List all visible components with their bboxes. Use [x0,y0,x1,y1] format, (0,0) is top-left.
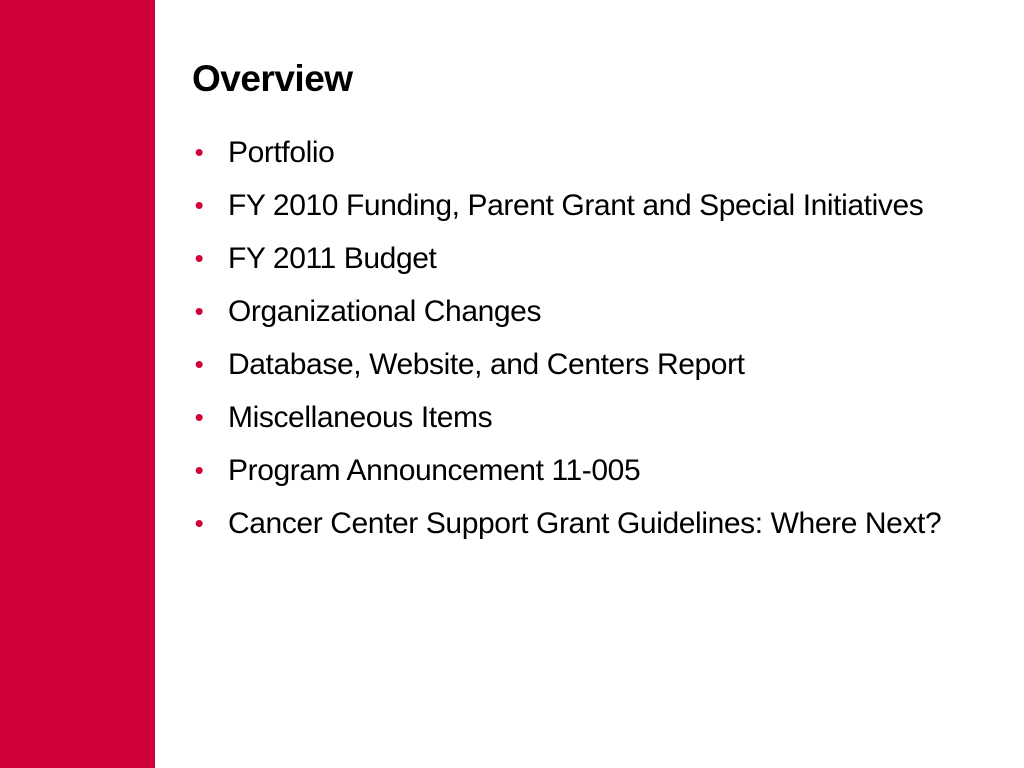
bullet-icon: • [194,402,204,432]
bullet-icon: • [194,243,204,273]
accent-side-band [0,0,155,768]
bullet-text: FY 2011 Budget [228,242,437,275]
bullet-icon: • [194,137,204,167]
bullet-item [192,232,992,285]
bullet-icon: • [194,296,204,326]
bullet-text: Organizational Changes [228,295,542,328]
bullet-text: Database, Website, and Centers Report [228,348,745,381]
bullet-item [192,444,992,497]
bullet-icon: • [194,190,204,220]
bullet-item [192,126,992,179]
slide-title: Overview [192,58,353,99]
bullet-item [192,179,992,232]
bullet-item [192,285,992,338]
bullet-icon: • [194,349,204,379]
bullet-icon: • [194,455,204,485]
bullet-item [192,338,992,391]
bullet-text: Program Announcement 11-005 [228,454,641,487]
bullet-item [192,497,992,550]
bullet-text: Portfolio [228,136,335,169]
bullet-text: FY 2010 Funding, Parent Grant and Special Initiatives [228,189,924,222]
bullet-text: Cancer Center Support Grant Guidelines: Where Next? [228,507,942,540]
bullet-list [192,126,992,550]
bullet-text: Miscellaneous Items [228,401,493,434]
bullet-icon: • [194,508,204,538]
slide-content [192,52,992,550]
bullet-item [192,391,992,444]
